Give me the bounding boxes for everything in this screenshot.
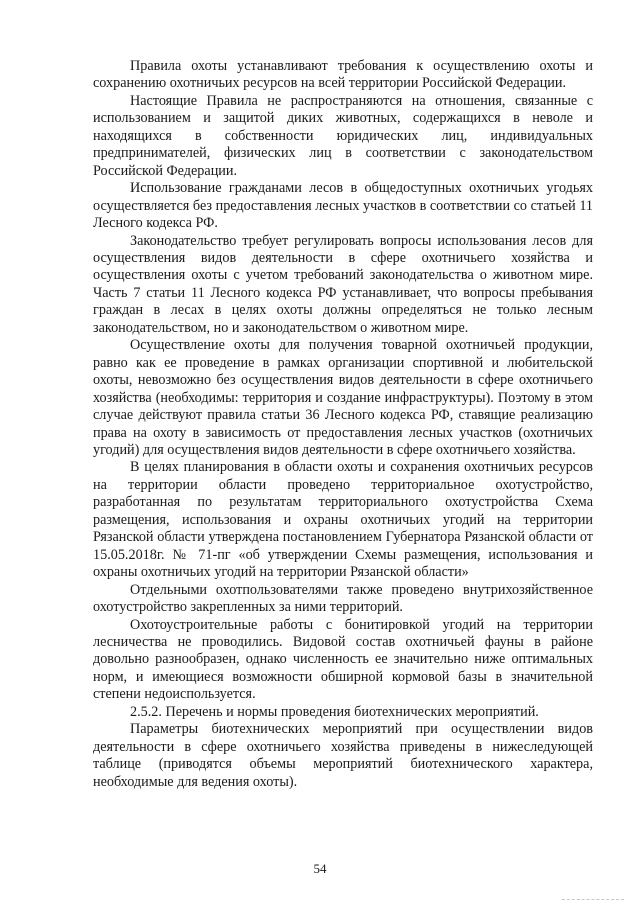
paragraph: В целях планирования в области охоты и сохранения охотничьих ресурсов на территории области проведено территориальное охотустройство, разработанная по результатам территориального охотустройства Схема размещения, использования и охраны охотничьих угодий на территории Рязанской области утверждена постановлением Губернатора Рязанской области от 15.05.2018г. № 71-пг «об утверждении Схемы размещения, использования и охраны охотничьих угодий на территории Рязанской области»: [93, 459, 593, 581]
paragraph: Охотоустроительные работы с бонитировкой угодий на территории лесничества не проводились. Видовой состав охотничьей фауны в районе довольно разнообразен, однако численность ее значительно ниже оптимальных норм, и имеющиеся возможности обширной кормовой базы в значительной степени недоиспользуется.: [93, 616, 593, 703]
paragraph: Использование гражданами лесов в общедоступных охотничьих угодьях осуществляется без предоставления лесных участков в соответствии со статьей 11 Лесного кодекса РФ.: [93, 180, 593, 232]
paragraph: Отдельными охотпользователями также проведено внутрихозяйственное охотустройство закрепленных за ними территорий.: [93, 581, 593, 616]
paragraph: Параметры биотехнических мероприятий при осуществлении видов деятельности в сфере охотничьего хозяйства приведены в нижеследующей таблице (приводятся объемы мероприятий биотехнического характера, необходимые для ведения охоты).: [93, 721, 593, 790]
scan-artifact-line: [562, 899, 624, 900]
body-text: [93, 58, 593, 791]
paragraph: Правила охоты устанавливают требования к осуществлению охоты и сохранению охотничьих ресурсов на всей территории Российской Федерации.: [93, 58, 593, 92]
paragraph: Законодательство требует регулировать вопросы использования лесов для осуществления видов деятельности в сфере охотничьего хозяйства и осуществления охоты с учетом требований законодательства о животном мире. Часть 7 статьи 11 Лесного кодекса РФ устанавливает, что вопросы пребывания граждан в лесах в целях охоты должны определяться не только лесным законодательством, но и законодательством о животном мире.: [93, 232, 593, 336]
section-heading: 2.5.2. Перечень и нормы проведения биотехнических мероприятий.: [130, 703, 539, 720]
paragraph: Осуществление охоты для получения товарной охотничьей продукции, равно как ее проведение в рамках организации спортивной и любительской охоты, невозможно без осуществления видов деятельности в сфере охотничьего хозяйства (необходимы: территория и создание инфраструктуры). Поэтому в этом случае действуют правила статьи 36 Лесного кодекса РФ, ставящие реализацию права на охоту в зависимость от предоставления лесных участков (охотничьих угодий) для осуществления видов деятельности в сфере охотничьего хозяйства.: [93, 337, 593, 458]
paragraph: Настоящие Правила не распространяются на отношения, связанные с использованием и защитой диких животных, содержащихся в неволе и находящихся в собственности юридических лиц, индивидуальных предпринимателей, физических лиц в соответствии с законодательством Российской Федерации.: [93, 92, 593, 179]
page-number: 54: [313, 861, 327, 876]
